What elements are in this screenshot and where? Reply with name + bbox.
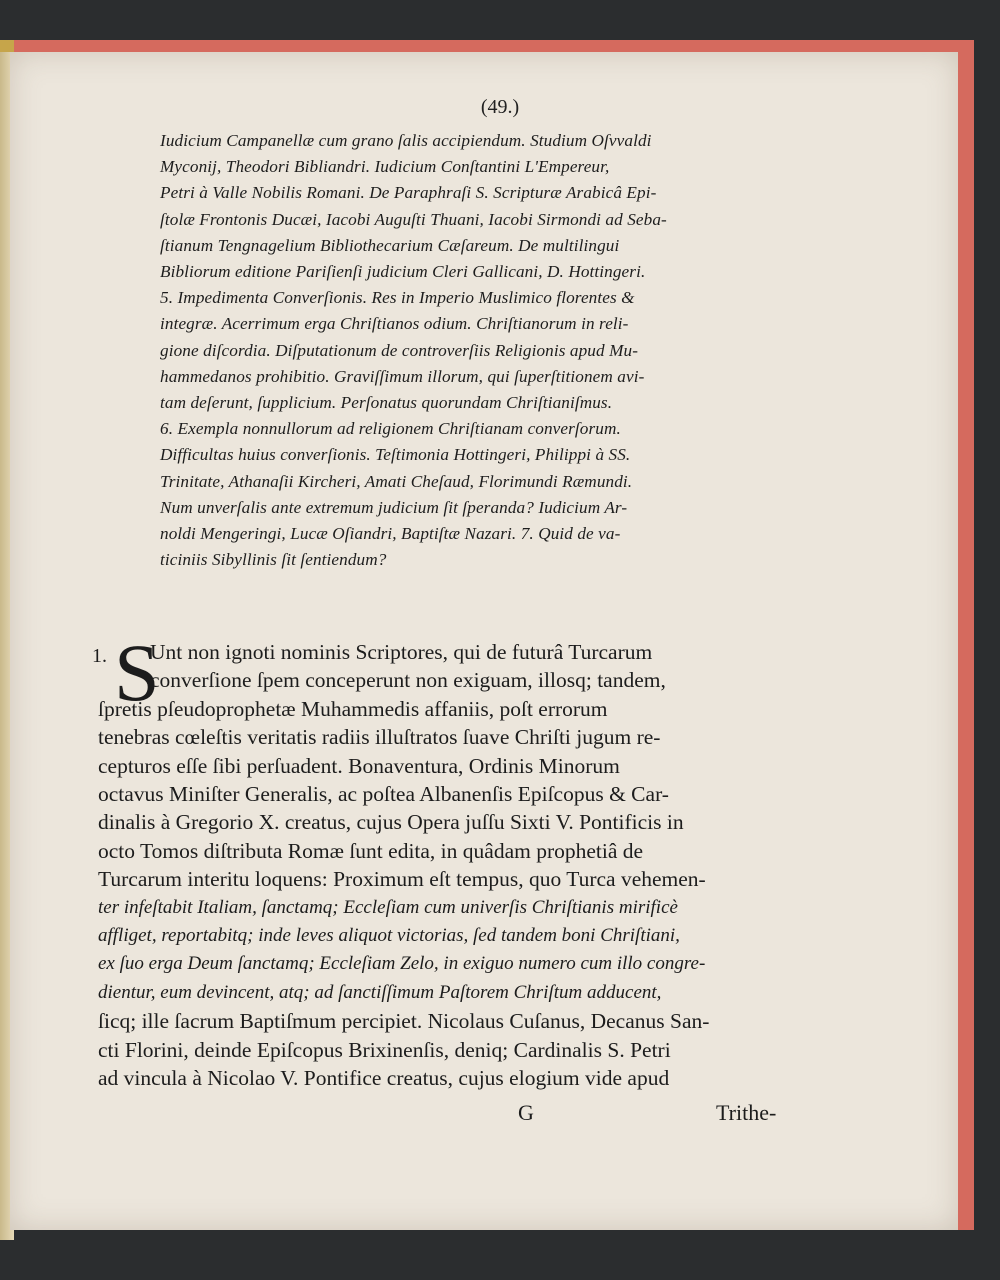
summary-line: tam deſerunt, ſupplicium. Perſonatus quorundam Chriſtianiſmus. bbox=[160, 393, 613, 413]
summary-line: ſtianum Tengnagelium Bibliothecarium Cæſareum. De multilingui bbox=[160, 235, 620, 255]
main-paragraph bbox=[92, 627, 794, 1093]
summary-line: Petri à Valle Nobilis Romani. De Paraphraſi S. Scripturæ Arabicâ Epi- bbox=[160, 183, 657, 203]
paragraph-line: dinalis à Gregorio X. creatus, cujus Opera juſſu Sixti V. Pontificis in bbox=[98, 810, 684, 835]
summary-line: noldi Mengeringi, Lucæ Oſiandri, Baptiſtæ Nazari. 7. Quid de va- bbox=[160, 524, 621, 544]
summary-line: 5. Impedimenta Converſionis. Res in Imperio Muslimico florentes & bbox=[160, 288, 635, 308]
summary-line: Num unverſalis ante extremum judicium ſit ſperanda? Iudicium Ar- bbox=[160, 497, 628, 517]
paragraph-line: cepturos eſſe ſibi perſuadent. Bonaventura, Ordinis Minorum bbox=[98, 753, 620, 778]
running-head: (49.) bbox=[480, 96, 520, 118]
paragraph-line: octavus Miniſter Generalis, ac poſtea Albanenſis Epiſcopus & Car- bbox=[98, 782, 669, 807]
paragraph-number: 1. bbox=[92, 645, 107, 667]
summary-line: Myconij, Theodori Bibliandri. Iudicium Conſtantini L'Empereur, bbox=[160, 157, 610, 177]
paragraph-line: ſpretis pſeudoprophetæ Muhammedis affaniis, poſt errorum bbox=[98, 696, 608, 721]
paragraph-line: affliget, reportabitq; inde leves aliquot victorias, ſed tandem boni Chriſtiani, bbox=[98, 925, 680, 947]
paragraph-line: dientur, eum devincent, atq; ad ſanctiſſimum Paſtorem Chriſtum adducent, bbox=[98, 981, 662, 1003]
summary-line: ticiniis Sibyllinis ſit ſentiendum? bbox=[160, 550, 387, 570]
paragraph-line: ex ſuo erga Deum ſanctamq; Eccleſiam Zelo, in exiguo numero cum illo congre- bbox=[98, 953, 706, 975]
paragraph-line: converſione ſpem conceperunt non exiguam, illosq; tandem, bbox=[150, 668, 666, 693]
summary-line: Bibliorum editione Pariſienſi judicium Cleri Gallicani, D. Hottingeri. bbox=[160, 262, 646, 282]
summary-line: gione diſcordia. Diſputationum de controverſiis Religionis apud Mu- bbox=[160, 340, 639, 360]
summary-line: 6. Exempla nonnullorum ad religionem Chriſtianam converſorum. bbox=[160, 419, 621, 439]
summary-line: ſtolæ Frontonis Ducæi, Iacobi Auguſti Thuani, Iacobi Sirmondi ad Seba- bbox=[160, 209, 667, 229]
summary-line: hammedanos prohibitio. Graviſſimum illorum, qui ſuperſtitionem avi- bbox=[160, 366, 645, 386]
summary-line: integræ. Acerrimum erga Chriſtianos odium. Chriſtianorum in reli- bbox=[160, 314, 629, 334]
paragraph-line: ter infeſtabit Italiam, ſanctamq; Eccleſiam cum univerſis Chriſtianis mirificè bbox=[98, 896, 678, 918]
summary-line: Difficultas huius converſionis. Teſtimonia Hottingeri, Philippi à SS. bbox=[160, 445, 631, 465]
drop-capital: S bbox=[114, 627, 160, 718]
paragraph-line: tenebras cœleſtis veritatis radiis illuſtratos ſuave Chriſti jugum re- bbox=[98, 725, 661, 750]
paragraph-line: ad vincula à Nicolao V. Pontifice creatus, cujus elogium vide apud bbox=[98, 1066, 670, 1091]
summary-line: Trinitate, Athanaſii Kircheri, Amati Cheſaud, Florimundi Ræmundi. bbox=[160, 471, 633, 491]
paragraph-line: cti Florini, deinde Epiſcopus Brixinenſis, deniq; Cardinalis S. Petri bbox=[98, 1037, 671, 1062]
paragraph-line: ſicq; ille ſacrum Baptiſmum percipiet. Nicolaus Cuſanus, Decanus San- bbox=[98, 1009, 710, 1034]
summary-line: Iudicium Campanellæ cum grano ſalis accipiendum. Studium Oſvvaldi bbox=[160, 131, 652, 150]
signature-mark: G bbox=[518, 1100, 534, 1125]
chapter-summary bbox=[160, 128, 800, 573]
paragraph-line: Unt non ignoti nominis Scriptores, qui de futurâ Turcarum bbox=[150, 640, 653, 664]
catchword: Trithe- bbox=[716, 1100, 777, 1125]
paragraph-line: Turcarum interitu loquens: Proximum eſt tempus, quo Turca vehemen- bbox=[98, 867, 706, 892]
paragraph-line: octo Tomos diſtributa Romæ ſunt edita, in quâdam prophetiâ de bbox=[98, 838, 644, 863]
